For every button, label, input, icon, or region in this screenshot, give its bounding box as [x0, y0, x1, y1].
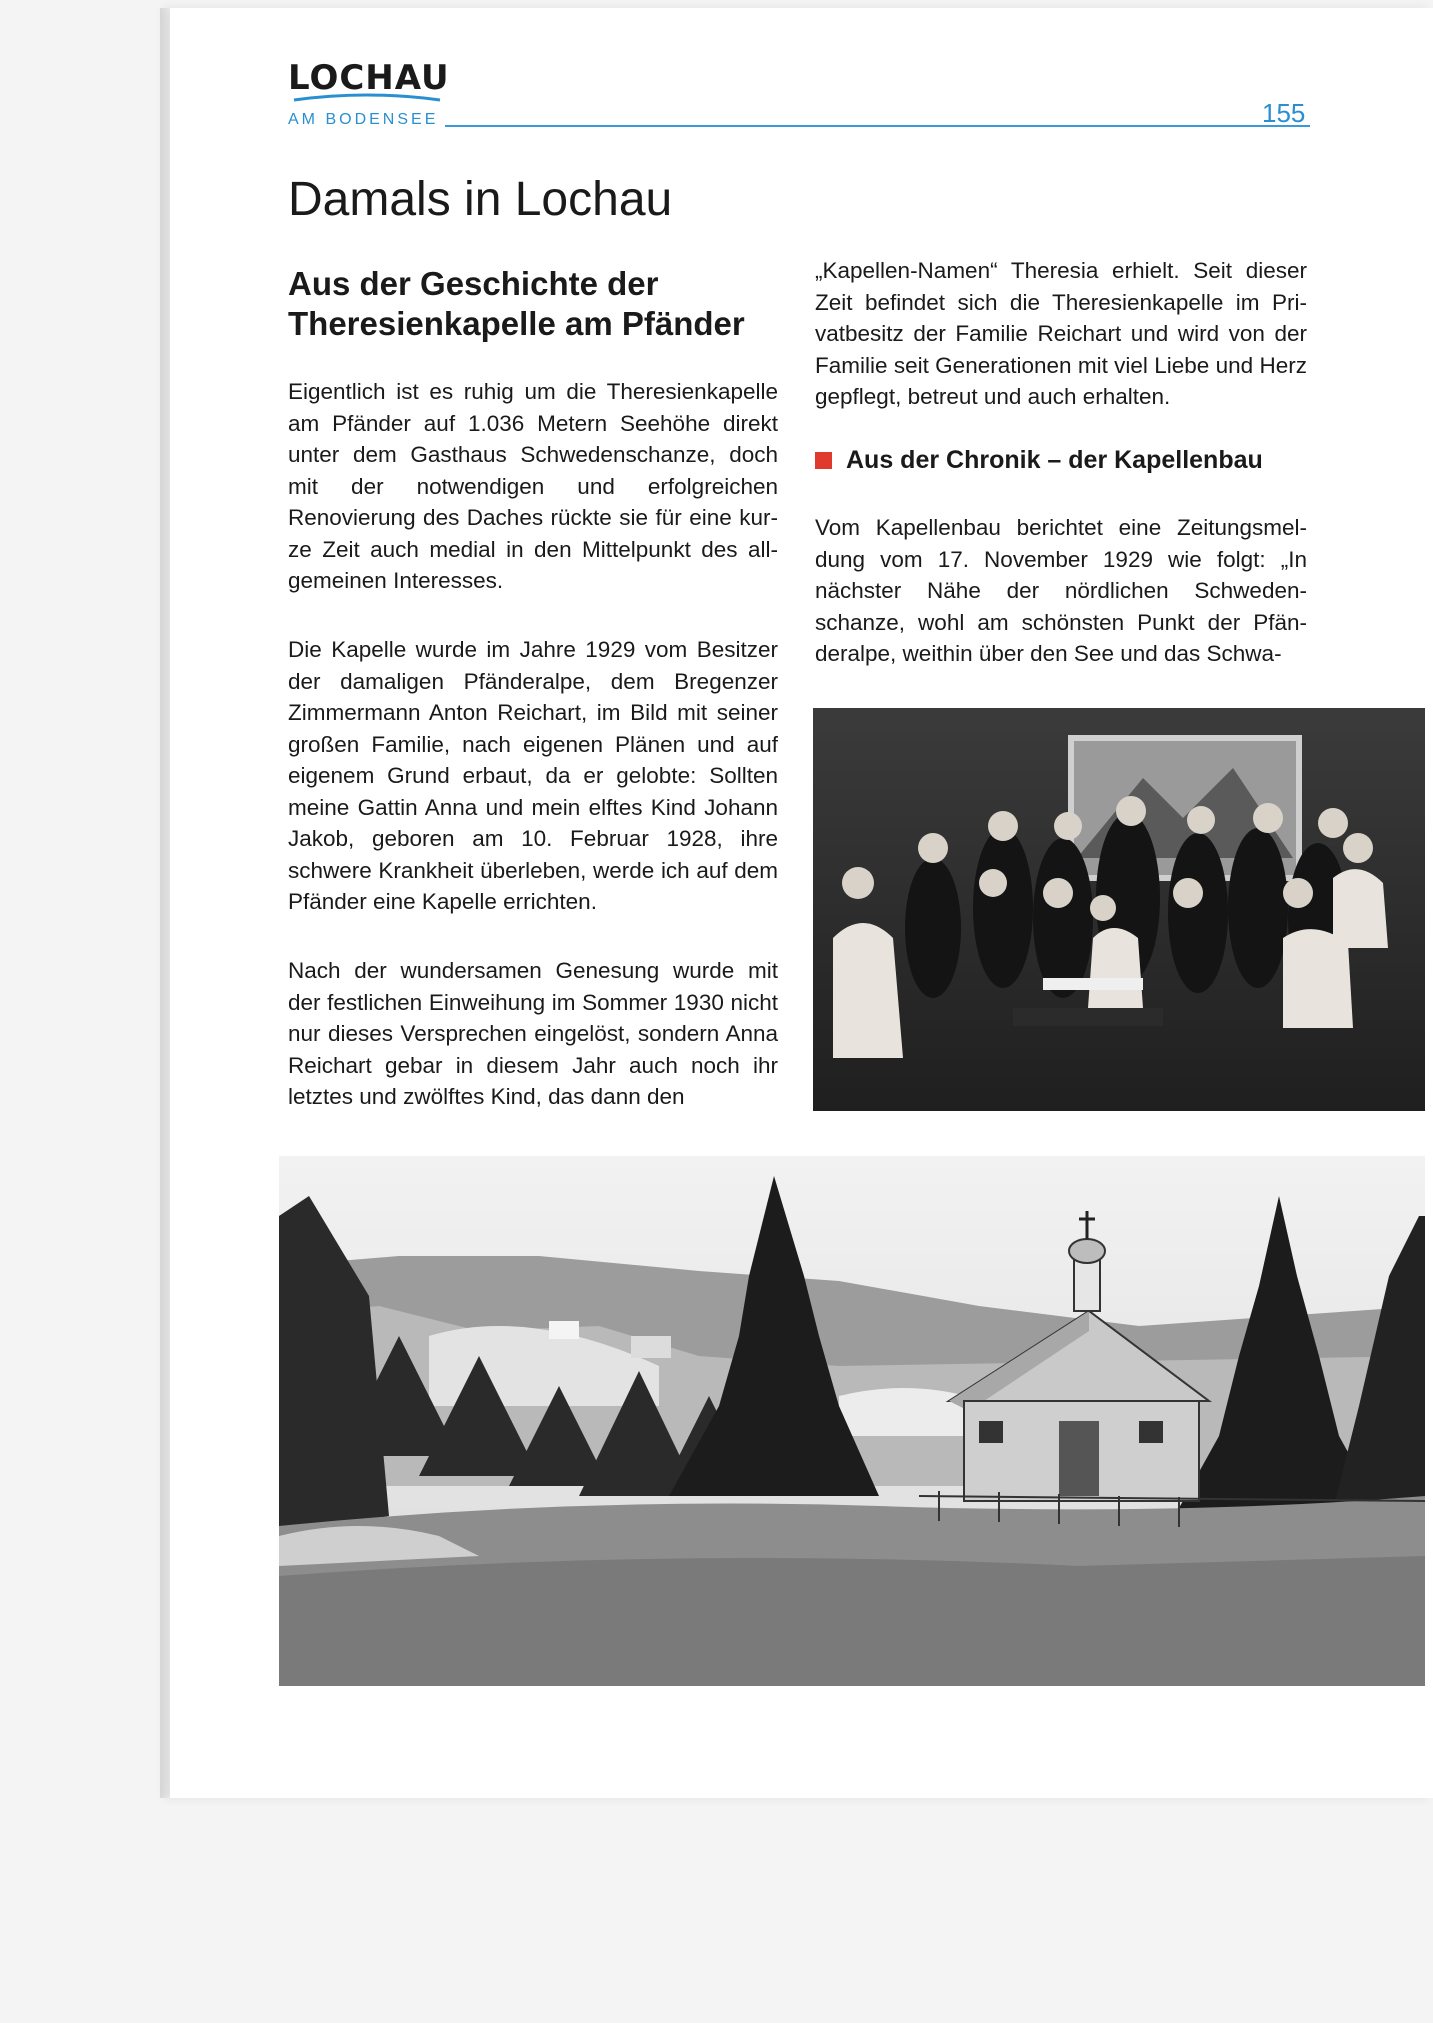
header-rule	[445, 125, 1310, 127]
logo-subtitle: AM BODENSEE	[288, 111, 439, 128]
logo-swoosh	[292, 92, 442, 104]
section-heading	[815, 446, 1263, 475]
section-heading-text: Aus der Chronik – der Kapellenbau	[846, 446, 1263, 474]
family-photo	[813, 708, 1425, 1111]
article-subtitle: Aus der Geschichte der Theresienkapelle am Pfänder	[288, 265, 745, 342]
paragraph-1: Eigentlich ist es ruhig um die Theresienkapelle am Pfänder auf 1.036 Metern Seehöhe direkt unter dem Gasthaus Schwedenschanze, doch mit der notwendigen und erfolgreichen Renovierung des Daches rückte sie für eine kurze Zeit auch medial in den Mittelpunkt des allgemeinen Interesses.	[288, 379, 778, 593]
paragraph-5: Vom Kapellenbau berichtet eine Zeitungsmeldung vom 17. November 1929 wie folgt: „In nächster Nähe der nördlichen Schwedenschanze, wohl am schönsten Punkt der Pfänderalpe, weithin über den See und das Schwa-	[815, 515, 1307, 666]
chapel-landscape-photo	[279, 1156, 1425, 1686]
page-number: 155	[1262, 98, 1306, 128]
paragraph-3: Nach der wundersamen Genesung wurde mit der festlichen Einweihung im Sommer 1930 nicht nur dieses Versprechen eingelöst, sondern Anna Reichart gebar in diesem Jahr auch noch ihr letztes und zwölftes Kind, das dann den	[288, 958, 778, 1109]
lochau-logo: LOCHAU	[288, 58, 450, 98]
section-marker-icon	[815, 452, 832, 469]
paragraph-4: „Kapellen-Namen“ Theresia erhielt. Seit dieser Zeit befindet sich die Theresienkapelle im Privatbesitz der Familie Reichart und wird von der Familie seit Generationen mit viel Liebe und Herz gepflegt, betreut und auch erhalten.	[815, 258, 1307, 409]
paragraph-2: Die Kapelle wurde im Jahre 1929 vom Besitzer der damaligen Pfänderalpe, dem Bregenzer Zimmermann Anton Reichart, im Bild mit seiner großen Familie, nach eigenen Plänen und auf eigenem Grund erbaut, da er gelobte: Sollten meine Gattin Anna und mein elftes Kind Johann Jakob, geboren am 10. Februar 1928, ihre schwere Krankheit überleben, werde ich auf dem Pfänder eine Kapelle errichten.	[288, 637, 778, 914]
article-title: Damals in Lochau	[288, 173, 673, 226]
